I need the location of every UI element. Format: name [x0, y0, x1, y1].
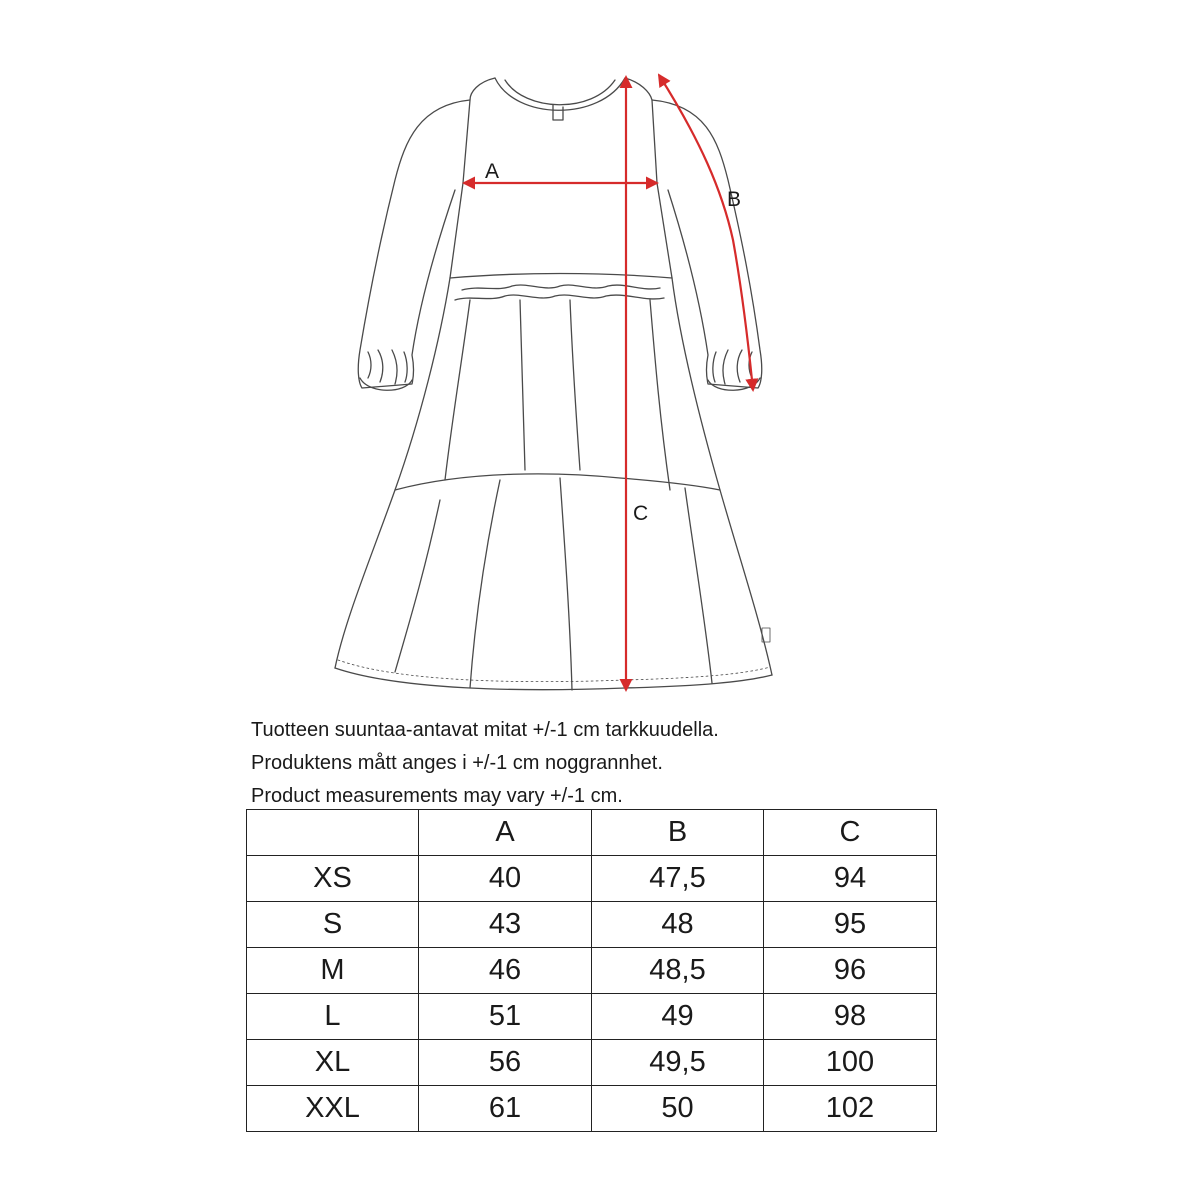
- skirt-right-edge: [672, 278, 772, 675]
- value-cell-c: 94: [764, 856, 937, 902]
- label-b: B: [727, 188, 742, 211]
- note-english: Product measurements may vary +/-1 cm.: [251, 785, 623, 807]
- value-cell-a: 51: [419, 994, 592, 1040]
- note-finnish: Tuotteen suuntaa-antavat mitat +/-1 cm tarkkuudella.: [251, 719, 719, 741]
- size-cell: XXL: [247, 1086, 419, 1132]
- left-cuff-gathers: [368, 350, 407, 384]
- value-cell-b: 47,5: [592, 856, 764, 902]
- skirt-hem: [335, 668, 772, 690]
- value-cell-b: 49,5: [592, 1040, 764, 1086]
- right-sleeve: [652, 100, 762, 388]
- bodice-right: [625, 78, 672, 278]
- left-sleeve: [358, 100, 470, 388]
- header-cell-b: B: [592, 810, 764, 856]
- header-cell-c: C: [764, 810, 937, 856]
- value-cell-a: 61: [419, 1086, 592, 1132]
- table-row: [247, 1040, 937, 1086]
- skirt-folds: [395, 300, 712, 690]
- tier-seam: [395, 474, 720, 490]
- size-table: [246, 809, 937, 1132]
- value-cell-c: 96: [764, 948, 937, 994]
- table-row: [247, 902, 937, 948]
- size-cell: XL: [247, 1040, 419, 1086]
- value-cell-b: 48,5: [592, 948, 764, 994]
- header-cell-empty: [247, 810, 419, 856]
- size-cell: XS: [247, 856, 419, 902]
- size-cell: L: [247, 994, 419, 1040]
- table-row: [247, 948, 937, 994]
- value-cell-c: 98: [764, 994, 937, 1040]
- value-cell-a: 46: [419, 948, 592, 994]
- table-row: [247, 1086, 937, 1132]
- value-cell-a: 56: [419, 1040, 592, 1086]
- value-cell-a: 40: [419, 856, 592, 902]
- note-swedish: Produktens mått anges i +/-1 cm noggrannhet.: [251, 752, 663, 774]
- skirt-left-edge: [335, 278, 450, 668]
- size-cell: S: [247, 902, 419, 948]
- value-cell-a: 43: [419, 902, 592, 948]
- table-header-row: [247, 810, 937, 856]
- table-row: [247, 994, 937, 1040]
- skirt-hem-stitch: [338, 660, 770, 682]
- value-cell-c: 95: [764, 902, 937, 948]
- value-cell-b: 49: [592, 994, 764, 1040]
- value-cell-b: 50: [592, 1086, 764, 1132]
- right-cuff-gathers: [713, 350, 752, 384]
- waist-seam: [450, 274, 672, 279]
- label-c: C: [633, 502, 649, 525]
- value-cell-c: 100: [764, 1040, 937, 1086]
- header-cell-a: A: [419, 810, 592, 856]
- dress-outline: [335, 78, 772, 690]
- neckline: [495, 78, 625, 110]
- waist-gathers: [455, 285, 664, 300]
- value-cell-b: 48: [592, 902, 764, 948]
- value-cell-c: 102: [764, 1086, 937, 1132]
- measurement-notes: [251, 714, 951, 813]
- neck-label-tag: [553, 105, 563, 120]
- size-cell: M: [247, 948, 419, 994]
- table-row: [247, 856, 937, 902]
- label-a: A: [485, 160, 500, 183]
